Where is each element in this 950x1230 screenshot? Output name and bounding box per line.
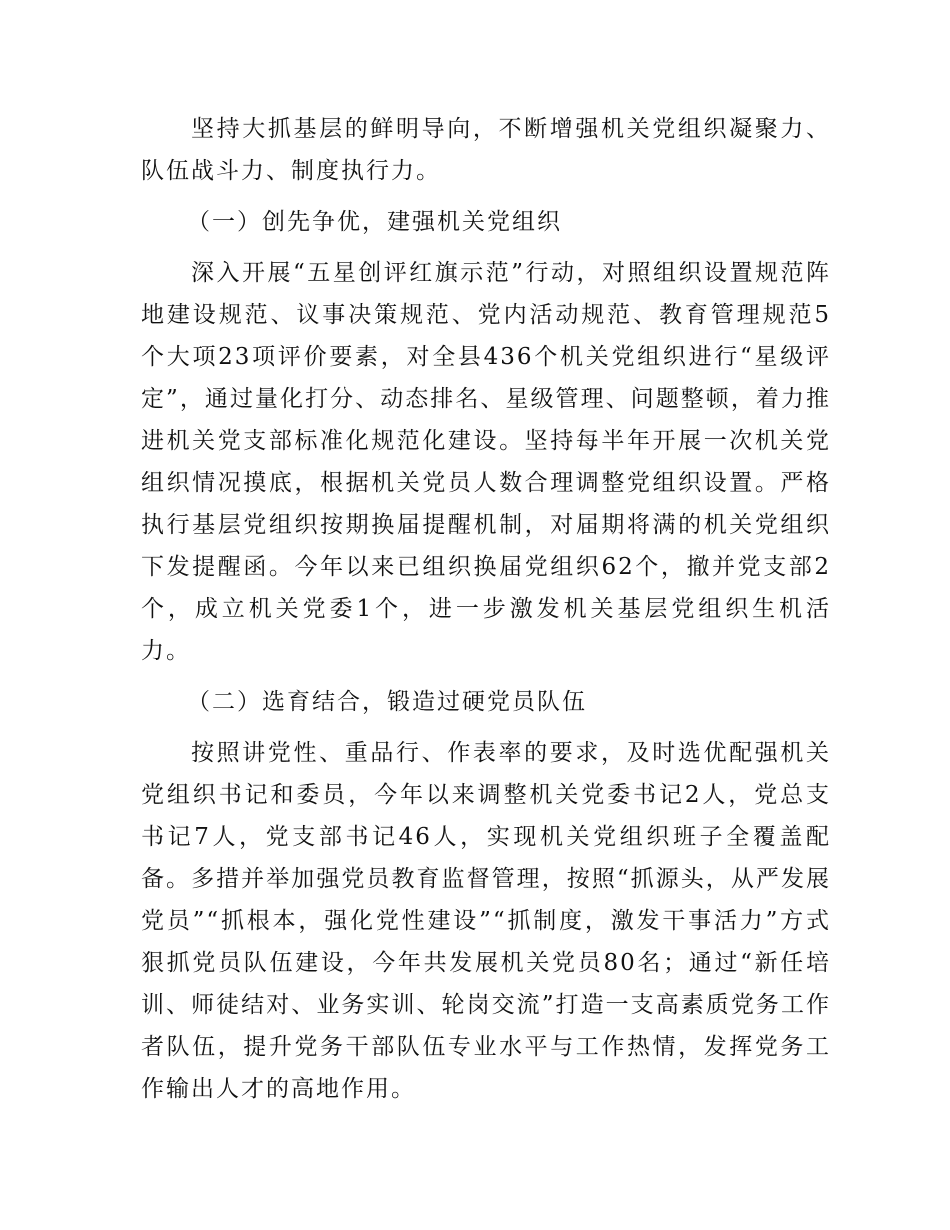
- section-heading-2: （二）选育结合，锻造过硬党员队伍: [187, 689, 587, 715]
- section-heading-1: （一）创先争优，建强机关党组织: [187, 209, 562, 235]
- document-body: [141, 108, 831, 1119]
- section-2-paragraph: 按照讲党性、重品行、作表率的要求，及时选优配强机关党组织书记和委员，今年以来调整机关党委书记2人，党总支书记7人，党支部书记46人，实现机关党组织班子全覆盖配备。多措并举加强党员教育监督管理，按照“抓源头，从严发展党员”“抓根本，强化党性建设”“抓制度，激发干事活力”方式狠抓党员队伍建设，今年共发展机关党员80名；通过“新任培训、师徒结对、业务实训、轮岗交流”打造一支高素质党务工作者队伍，提升党务干部队伍专业水平与工作热情，发挥党务工作输出人才的高地作用。: [141, 740, 831, 1102]
- section-1-paragraph: 深入开展“五星创评红旗示范”行动，对照组织设置规范阵地建设规范、议事决策规范、党内活动规范、教育管理规范5个大项23项评价要素，对全县436个机关党组织进行“星级评定”，通过量化打分、动态排名、星级管理、问题整顿，着力推进机关党支部标准化规范化建设。坚持每半年开展一次机关党组织情况摸底，根据机关党员人数合理调整党组织设置。严格执行基层党组织按期换届提醒机制，对届期将满的机关党组织下发提醒函。今年以来已组织换届党组织62个，撤并党支部2个，成立机关党委1个，进一步激发机关基层党组织生机活力。: [141, 260, 831, 664]
- intro-paragraph: 坚持大抓基层的鲜明导向，不断增强机关党组织凝聚力、队伍战斗力、制度执行力。: [141, 116, 831, 184]
